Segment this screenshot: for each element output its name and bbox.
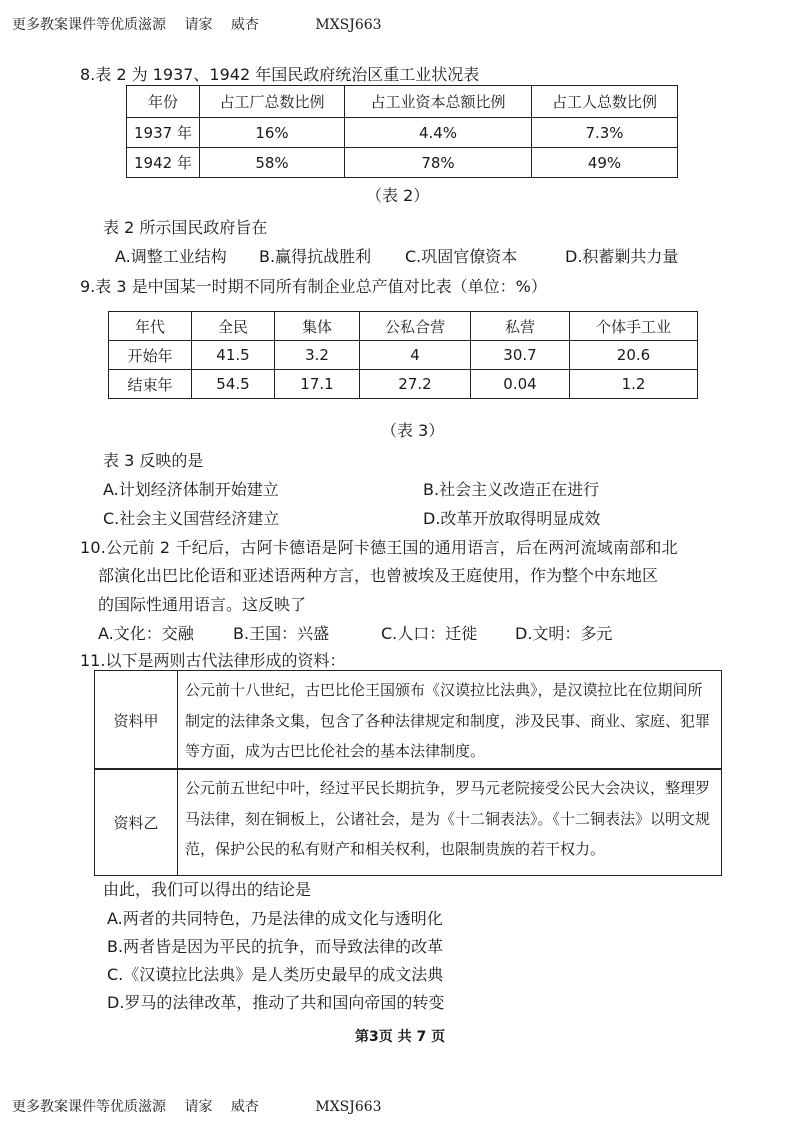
q9-cell: 54.5 bbox=[192, 370, 275, 399]
q9-header-cell: 集体 bbox=[275, 312, 360, 341]
q9-cell: 1.2 bbox=[570, 370, 698, 399]
q8-question: 表 2 所示国民政府旨在 bbox=[103, 218, 268, 237]
q11-source-a bbox=[94, 670, 722, 770]
table-row bbox=[109, 370, 698, 399]
q9-cell: 20.6 bbox=[570, 341, 698, 370]
table-row bbox=[127, 148, 678, 178]
footer-code: MXSJ663 bbox=[315, 1099, 382, 1115]
q9-cell: 结束年 bbox=[109, 370, 192, 399]
footer-contact-label: 请家 bbox=[184, 1099, 213, 1115]
q9-table bbox=[108, 311, 698, 399]
q10-line-3: 的国际性通用语言。这反映了 bbox=[98, 595, 307, 614]
q8-caption: （表 2） bbox=[366, 186, 430, 205]
q8-cell: 1937 年 bbox=[127, 118, 200, 148]
footer-site: 更多教案课件等优质滋源 bbox=[12, 1099, 166, 1115]
q9-header-cell: 年代 bbox=[109, 312, 192, 341]
q9-question: 表 3 反映的是 bbox=[103, 451, 204, 470]
q8-option-a: A.调整工业结构 bbox=[115, 247, 227, 266]
q10-line-2: 部演化出巴比伦语和亚述语两种方言，也曾被埃及王庭使用，作为整个中东地区 bbox=[98, 566, 659, 585]
header-contact-label: 请家 bbox=[184, 17, 213, 33]
header-code: MXSJ663 bbox=[315, 17, 382, 33]
q8-cell: 7.3% bbox=[532, 118, 678, 148]
q9-cell: 0.04 bbox=[471, 370, 570, 399]
header-contact-name: 威杏 bbox=[230, 17, 259, 33]
q8-cell: 16% bbox=[200, 118, 345, 148]
q9-header-cell: 私营 bbox=[471, 312, 570, 341]
q9-option-d: D.改革开放取得明显成效 bbox=[423, 509, 601, 528]
q10-option-b: B.王国：兴盛 bbox=[233, 624, 330, 643]
q9-cell: 4 bbox=[360, 341, 471, 370]
q11-stem: 11.以下是两则古代法律形成的资料： bbox=[80, 651, 346, 670]
q10-line-1: 10.公元前 2 千纪后，古阿卡德语是阿卡德王国的通用语言，后在两河流域南部和北 bbox=[80, 538, 678, 557]
q9-header-cell: 个体手工业 bbox=[570, 312, 698, 341]
q10-option-d: D.文明：多元 bbox=[515, 624, 613, 643]
q9-cell: 30.7 bbox=[471, 341, 570, 370]
table-row bbox=[109, 341, 698, 370]
q11-source-a-label: 资料甲 bbox=[95, 671, 178, 769]
q8-option-b: B.赢得抗战胜利 bbox=[259, 247, 372, 266]
q11-option-c: C.《汉谟拉比法典》是人类历史最早的成文法典 bbox=[107, 965, 444, 984]
q9-caption: （表 3） bbox=[381, 421, 445, 440]
q11-source-b-text: 公元前五世纪中叶，经过平民长期抗争，罗马元老院接受公民大会决议，整理罗马法律，刻在铜板上，公诸社会，是为《十二铜表法》。《十二铜表法》以明文规范，保护公民的私有财产和相关权利，也限制贵族的若干权力。 bbox=[185, 779, 711, 858]
q9-cell: 3.2 bbox=[275, 341, 360, 370]
q8-option-c: C.巩固官僚资本 bbox=[405, 247, 518, 266]
q11-source-b-label: 资料乙 bbox=[95, 769, 178, 875]
q9-option-c: C.社会主义国营经济建立 bbox=[103, 509, 280, 528]
q9-cell: 41.5 bbox=[192, 341, 275, 370]
q9-cell: 17.1 bbox=[275, 370, 360, 399]
q8-header-cell: 占工业资本总额比例 bbox=[345, 86, 532, 118]
header-bar bbox=[12, 14, 382, 34]
q8-header-cell: 占工厂总数比例 bbox=[200, 86, 345, 118]
header-site: 更多教案课件等优质滋源 bbox=[12, 17, 166, 33]
q8-cell: 49% bbox=[532, 148, 678, 178]
q8-option-d: D.积蓄剿共力量 bbox=[565, 247, 679, 266]
q9-option-b: B.社会主义改造正在进行 bbox=[423, 480, 600, 499]
q8-cell: 1942 年 bbox=[127, 148, 200, 178]
q9-cell: 27.2 bbox=[360, 370, 471, 399]
footer-contact-name: 威杏 bbox=[230, 1099, 259, 1115]
q8-cell: 58% bbox=[200, 148, 345, 178]
q8-cell: 4.4% bbox=[345, 118, 532, 148]
q9-option-a: A.计划经济体制开始建立 bbox=[103, 480, 279, 499]
q8-header-cell: 年份 bbox=[127, 86, 200, 118]
footer-bar bbox=[12, 1096, 382, 1116]
q11-question: 由此，我们可以得出的结论是 bbox=[103, 880, 312, 899]
q10-option-a: A.文化：交融 bbox=[98, 624, 194, 643]
q11-source-b bbox=[94, 768, 722, 876]
q10-option-c: C.人口：迁徙 bbox=[381, 624, 478, 643]
q9-header-cell: 公私合营 bbox=[360, 312, 471, 341]
q11-option-b: B.两者皆是因为平民的抗争，而导致法律的改革 bbox=[107, 937, 444, 956]
q8-stem: 8.表 2 为 1937、1942 年国民政府统治区重工业状况表 bbox=[80, 65, 480, 84]
q8-cell: 78% bbox=[345, 148, 532, 178]
q9-header-cell: 全民 bbox=[192, 312, 275, 341]
q8-header-cell: 占工人总数比例 bbox=[532, 86, 678, 118]
page-number: 第3页 共 7 页 bbox=[355, 1029, 446, 1045]
q11-source-a-text: 公元前十八世纪，古巴比伦王国颁布《汉谟拉比法典》，是汉谟拉比在位期间所制定的法律条文集，包含了各种法律规定和制度，涉及民事、商业、家庭、犯罪等方面，成为古巴比伦社会的基本法律制度。 bbox=[185, 681, 711, 760]
q9-stem: 9.表 3 是中国某一时期不同所有制企业总产值对比表（单位：%） bbox=[80, 277, 547, 296]
q11-option-a: A.两者的共同特色，乃是法律的成文化与透明化 bbox=[107, 909, 443, 928]
q8-table bbox=[126, 85, 678, 178]
table-row bbox=[127, 118, 678, 148]
q11-option-d: D.罗马的法律改革，推动了共和国向帝国的转变 bbox=[107, 993, 445, 1012]
q9-cell: 开始年 bbox=[109, 341, 192, 370]
